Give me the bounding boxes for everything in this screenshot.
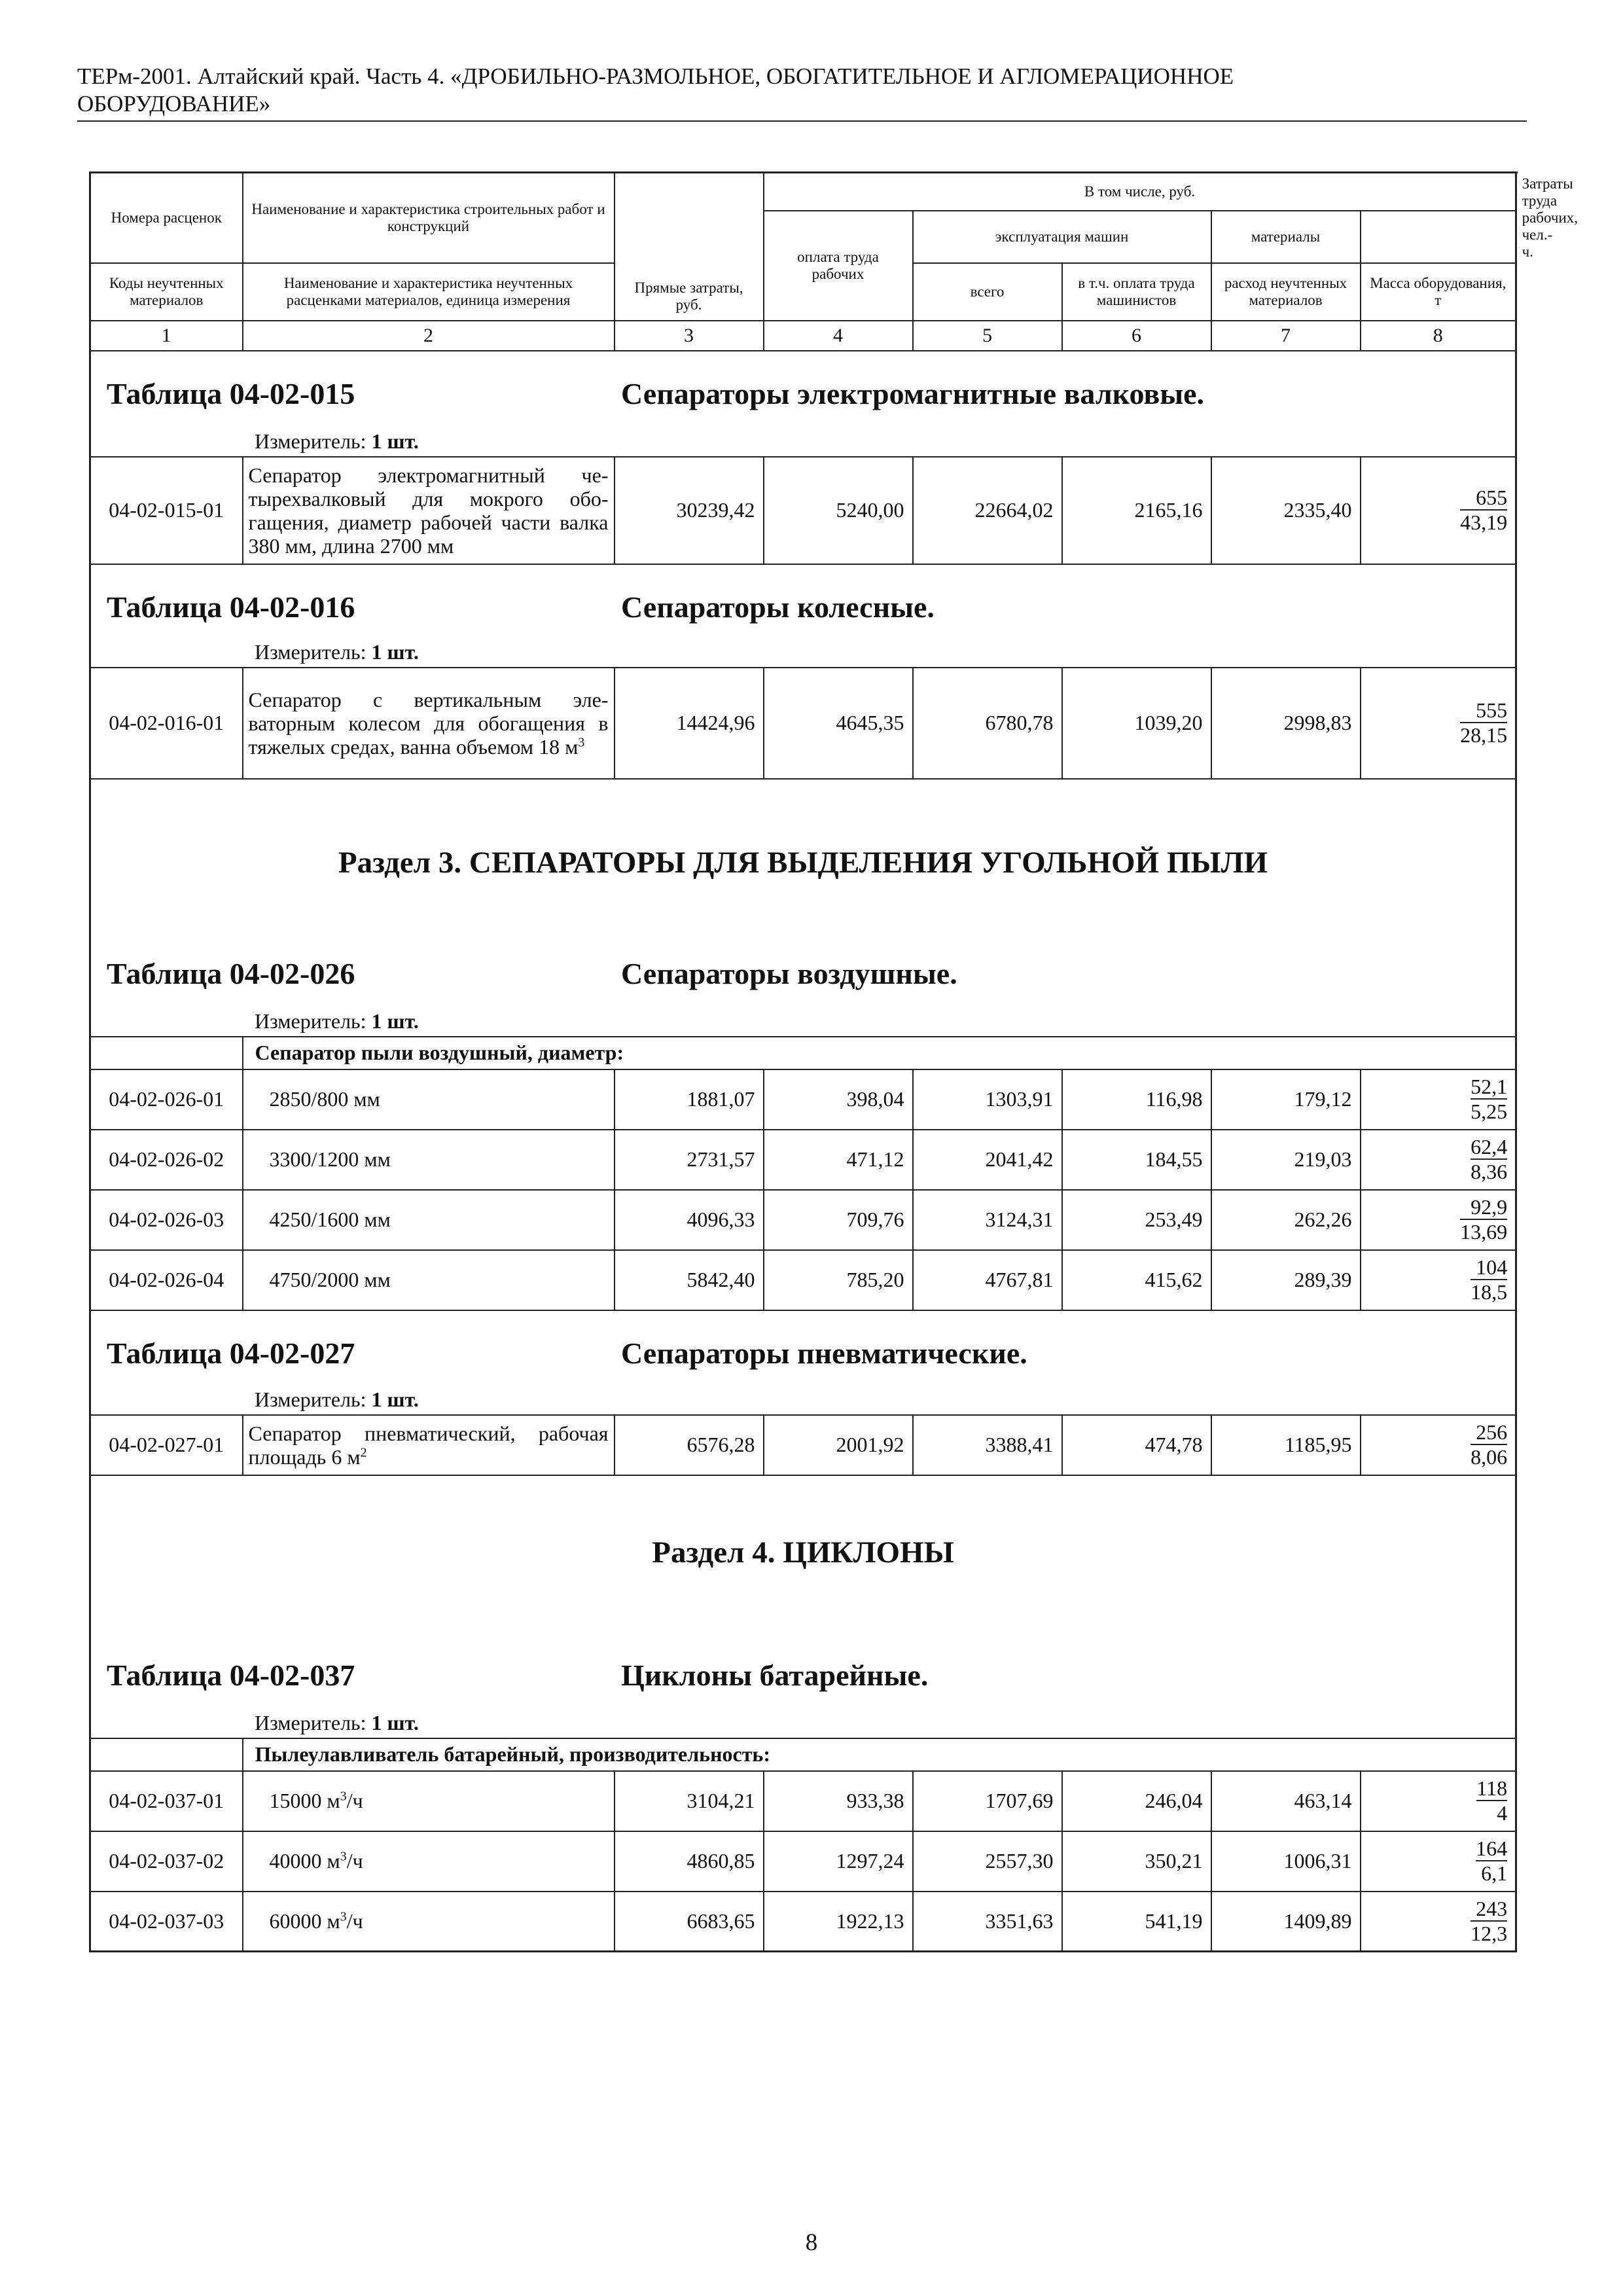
machine-total: 3388,41: [913, 1415, 1062, 1475]
driver-pay: 184,55: [1062, 1130, 1211, 1190]
col-number: 1: [90, 321, 243, 351]
rate-code: 04-02-037-01: [90, 1771, 243, 1831]
machine-total: 2041,42: [913, 1130, 1062, 1190]
worker-pay: 933,38: [764, 1771, 913, 1831]
materials-cost: 219,03: [1211, 1130, 1361, 1190]
table-heading: [91, 565, 1515, 667]
worker-pay: 1297,24: [764, 1831, 913, 1892]
section-block: [91, 1476, 1515, 1738]
labor-mass: $\frac{92,9}{13,69}$: [1361, 1190, 1516, 1250]
labor-mass: $\frac{52,1}{5,25}$: [1361, 1069, 1516, 1130]
col-material-use: расход неучтенных материалов: [1211, 263, 1361, 321]
col-worker-pay: оплата труда рабочих: [764, 211, 913, 321]
table-row: [90, 1190, 1516, 1250]
driver-pay: 246,04: [1062, 1771, 1211, 1831]
unit-of-measure: Измеритель: 1 шт.: [255, 1387, 419, 1411]
table-row: [90, 1130, 1516, 1190]
materials-cost: 2998,83: [1211, 668, 1361, 779]
direct-costs: 4860,85: [615, 1831, 764, 1892]
rate-name: 60000 $м^3/ч$: [243, 1892, 615, 1952]
col-number: 6: [1062, 321, 1211, 351]
direct-costs: 3104,21: [615, 1771, 764, 1831]
driver-pay: 253,49: [1062, 1190, 1211, 1250]
col-material-names: Наименование и характеристика неучтенных расценками материалов, единица измерения: [243, 263, 615, 321]
driver-pay: 474,78: [1062, 1415, 1211, 1475]
machine-total: 1303,91: [913, 1069, 1062, 1130]
worker-pay: 398,04: [764, 1069, 913, 1130]
col-number: 2: [243, 321, 615, 351]
direct-costs: 2731,57: [615, 1130, 764, 1190]
unit-of-measure: Измеритель: 1 шт.: [255, 1710, 419, 1734]
worker-pay: 2001,92: [764, 1415, 913, 1475]
group-label: Пылеулавливатель батарейный, производительность:: [243, 1738, 1516, 1771]
materials-cost: 1185,95: [1211, 1415, 1361, 1475]
materials-cost: 1409,89: [1211, 1892, 1361, 1952]
rate-code: 04-02-015-01: [90, 457, 243, 564]
driver-pay: 350,21: [1062, 1831, 1211, 1892]
col-number: 4: [764, 321, 913, 351]
rate-code: 04-02-037-02: [90, 1831, 243, 1892]
rate-code: 04-02-027-01: [90, 1415, 243, 1475]
col-equipment-mass: Масса оборудования, т: [1361, 263, 1516, 321]
section-title: Раздел 3. СЕПАРАТОРЫ ДЛЯ ВЫДЕЛЕНИЯ УГОЛЬНОЙ ПЫЛИ: [338, 845, 1268, 880]
labor-mass: $\frac{243}{12,3}$: [1361, 1892, 1516, 1952]
labor-mass: $\frac{256}{8,06}$: [1361, 1415, 1516, 1475]
direct-costs: 14424,96: [615, 668, 764, 779]
col-number: 8: [1361, 321, 1516, 351]
machine-total: 2557,30: [913, 1831, 1062, 1892]
rate-code: 04-02-037-03: [90, 1892, 243, 1952]
table-title: Сепараторы электромагнитные валковые.: [621, 376, 1205, 410]
worker-pay: 785,20: [764, 1250, 913, 1310]
header-line-2: ОБОРУДОВАНИЕ»: [77, 91, 271, 117]
unit-of-measure: Измеритель: 1 шт.: [255, 1009, 419, 1033]
header-rule: [77, 120, 1527, 122]
labor-mass: $\frac{655}{43,19}$: [1361, 457, 1516, 564]
labor-mass: $\frac{104}{18,5}$: [1361, 1250, 1516, 1310]
worker-pay: 4645,35: [764, 668, 913, 779]
table-row: [90, 1250, 1516, 1310]
rate-code: 04-02-026-01: [90, 1069, 243, 1130]
direct-costs: 6576,28: [615, 1415, 764, 1475]
machine-total: 4767,81: [913, 1250, 1062, 1310]
table-id: Таблица 04-02-026: [107, 956, 355, 990]
col-total: всего: [913, 263, 1062, 321]
materials-cost: 463,14: [1211, 1771, 1361, 1831]
machine-total: 6780,78: [913, 668, 1062, 779]
table-title: Сепараторы колесные.: [621, 590, 935, 624]
table-heading: [91, 1311, 1515, 1414]
rate-name: Сепаратор пневматический, рабочая площадь 6 $м^2$: [243, 1415, 615, 1475]
direct-costs: 6683,65: [615, 1892, 764, 1952]
table-title: Сепараторы пневматические.: [621, 1336, 1027, 1370]
table-id: Таблица 04-02-027: [107, 1336, 355, 1370]
unit-of-measure: Измеритель: 1 шт.: [255, 639, 419, 664]
section-title: Раздел 4. ЦИКЛОНЫ: [652, 1535, 954, 1570]
rate-name: 15000 $м^3/ч$: [243, 1771, 615, 1831]
labor-mass: $\frac{62,4}{8,36}$: [1361, 1130, 1516, 1190]
machine-total: 3351,63: [913, 1892, 1062, 1952]
labor-mass: $\frac{164}{6,1}$: [1361, 1831, 1516, 1892]
col-machine-operation: эксплуатация машин: [913, 211, 1211, 263]
rate-code: 04-02-026-04: [90, 1250, 243, 1310]
machine-total: 22664,02: [913, 457, 1062, 564]
running-header: [77, 63, 1527, 118]
table-row: [90, 1069, 1516, 1130]
col-rate-numbers: Номера расценок: [90, 173, 243, 263]
labor-mass: $\frac{555}{28,15}$: [1361, 668, 1516, 779]
driver-pay: 541,19: [1062, 1892, 1211, 1952]
table-row: [90, 1892, 1516, 1952]
col-number: 7: [1211, 321, 1361, 351]
driver-pay: 415,62: [1062, 1250, 1211, 1310]
labor-mass: $\frac{118}{4}$: [1361, 1771, 1516, 1831]
materials-cost: 289,39: [1211, 1250, 1361, 1310]
table-row: [90, 1771, 1516, 1831]
table-id: Таблица 04-02-037: [107, 1658, 355, 1692]
table-title: Сепараторы воздушные.: [621, 956, 957, 990]
table-row: [90, 1831, 1516, 1892]
driver-pay: 1039,20: [1062, 668, 1211, 779]
unit-of-measure: Измеритель: 1 шт.: [255, 429, 419, 453]
col-including: В том числе, руб.: [764, 173, 1516, 211]
worker-pay: 1922,13: [764, 1892, 913, 1952]
table-id: Таблица 04-02-015: [107, 376, 355, 410]
direct-costs: 5842,40: [615, 1250, 764, 1310]
col-number: 5: [913, 321, 1062, 351]
col-number: 3: [615, 321, 764, 351]
table-row: [90, 1415, 1516, 1475]
driver-pay: 116,98: [1062, 1069, 1211, 1130]
col-work-name: Наименование и характеристика строительных работ и конструкций: [243, 173, 615, 263]
rate-name: 40000 $м^3/ч$: [243, 1831, 615, 1892]
worker-pay: 709,76: [764, 1190, 913, 1250]
rate-name: 3300/1200 мм: [243, 1130, 615, 1190]
rate-code: 04-02-026-02: [90, 1130, 243, 1190]
worker-pay: 5240,00: [764, 457, 913, 564]
header-line-1: ТЕРм-2001. Алтайский край. Часть 4. «ДРОБИЛЬНО-РАЗМОЛЬНОЕ, ОБОГАТИТЕЛЬНОЕ И АГЛОМЕРАЦИОННОЕ: [77, 63, 1234, 89]
materials-cost: 2335,40: [1211, 457, 1361, 564]
col-driver-pay: в т.ч. оплата труда машинистов: [1062, 263, 1211, 321]
rate-name: Сепаратор с вертикальным элеваторным колесом для обогащения в тяжелых средах, ванна объемом 18 $м^3$: [243, 668, 615, 779]
materials-cost: 262,26: [1211, 1190, 1361, 1250]
rate-code: 04-02-026-03: [90, 1190, 243, 1250]
direct-costs: 1881,07: [615, 1069, 764, 1130]
machine-total: 1707,69: [913, 1771, 1062, 1831]
group-label: Сепаратор пыли воздушный, диаметр:: [243, 1037, 1516, 1069]
driver-pay: 2165,16: [1062, 457, 1211, 564]
worker-pay: 471,12: [764, 1130, 913, 1190]
table-heading: [91, 351, 1515, 456]
rate-name: 4750/2000 мм: [243, 1250, 615, 1310]
direct-costs: 4096,33: [615, 1190, 764, 1250]
col-material-codes: Коды неучтенных материалов: [90, 263, 243, 321]
table-row: [90, 457, 1516, 564]
machine-total: 3124,31: [913, 1190, 1062, 1250]
col-direct-costs: Прямые затраты, руб.: [615, 173, 764, 321]
section-block: [91, 780, 1515, 1036]
rate-name: 2850/800 мм: [243, 1069, 615, 1130]
table-id: Таблица 04-02-016: [107, 590, 355, 624]
col-materials: материалы: [1211, 211, 1361, 263]
materials-cost: 1006,31: [1211, 1831, 1361, 1892]
table-title: Циклоны батарейные.: [621, 1658, 929, 1692]
direct-costs: 30239,42: [615, 457, 764, 564]
rate-name: 4250/1600 мм: [243, 1190, 615, 1250]
rate-code: 04-02-016-01: [90, 668, 243, 779]
materials-cost: 179,12: [1211, 1069, 1361, 1130]
rates-table: Номера расценок Наименование и характеристика строительных работ и конструкций Прямые затраты, руб. В том числе, руб. Затраты труда рабочих, чел.-ч. оплата труда рабочих эксплуатация машин материалы Коды неучтенных материалов Наименование и характеристика неучтенных расценками материалов, единица измерения всего в т.ч. оплата труда машинистов расход неучтенных материалов Масса оборудования, т 1 2 3 4 5 6 7 8 Таблица 04-02-015 Сепараторы электромагнитные валковые. Измеритель: 1 шт. 04-02-015-01 Сепаратор электромагнитный четырехвалковый для мокрого обогащения, диаметр рабочей части валка 380 мм, длина 2700 мм 30239,42 5240,00 22664,02 2165,16 2335,40 $\frac{655}{43,19}$ Таблица 04-02-016 Сепараторы колесные. Измеритель: 1 шт. 04-02-016-01 Сепаратор с вертикальным элеваторным колесом для обогащения в тяжелых средах, ванна объемом 18 $м^3$ 14424,96 4645,35 6780,78 1039,20 2998,83 $\frac{555}{28,15}$ Раздел 3. СЕПАРАТОРЫ ДЛЯ ВЫДЕЛЕНИЯ УГОЛЬНОЙ ПЫЛИ Таблица 04-02-026 Сепараторы воздушные. Измеритель: 1 шт. Сепаратор пыли воздушный, диаметр: 04-02-026-01 2850/800 мм 1881,07 398,04 1303,91 116,98 179,12 $\frac{52,1}{5,25}$ 04-02-026-02 3300/1200 мм 2731,57 471,12 2041,42 184,55 219,03 $\frac{62,4}{8,36}$ 04-02-026-03 4250/1600 мм 4096,33 709,76 3124,31 253,49 262,26 $\frac{92,9}{13,69}$ 04-02-026-04 4750/2000 мм 5842,40 785,20 4767,81 415,62 289,39 $\frac{104}{18,5}$ Таблица 04-02-027 Сепараторы пневматические. Измеритель: 1 шт. 04-02-027-01 Сепаратор пневматический, рабочая площадь 6 $м^2$ 6576,28 2001,92 3388,41 474,78 1185,95 $\frac{256}{8,06}$ Раздел 4. ЦИКЛОНЫ Таблица 04-02-037 Циклоны батарейные. Измеритель: 1 шт. Пылеулавливатель батарейный, производительность: 04-02-037-01 15000 $м^3/ч$ 3104,21 933,38 1707,69 246,04 463,14 $\frac{118}{4}$ 04-02-037-02 40000 $м^3/ч$ 4860,85 1297,24 2557,30 350,21 1006,31 $\frac{164}{6,1}$ 04-02-037-03 60000 $м^3/ч$ 6683,65 1922,13 3351,63 541,19 1409,89 $\frac{243}{12,3}$: [89, 171, 1517, 1952]
rate-name: Сепаратор электромагнитный четырехвалковый для мокрого обогащения, диаметр рабочей части валка 380 мм, длина 2700 мм: [243, 457, 615, 564]
page-number: 8: [805, 2229, 818, 2256]
table-row: [90, 668, 1516, 779]
